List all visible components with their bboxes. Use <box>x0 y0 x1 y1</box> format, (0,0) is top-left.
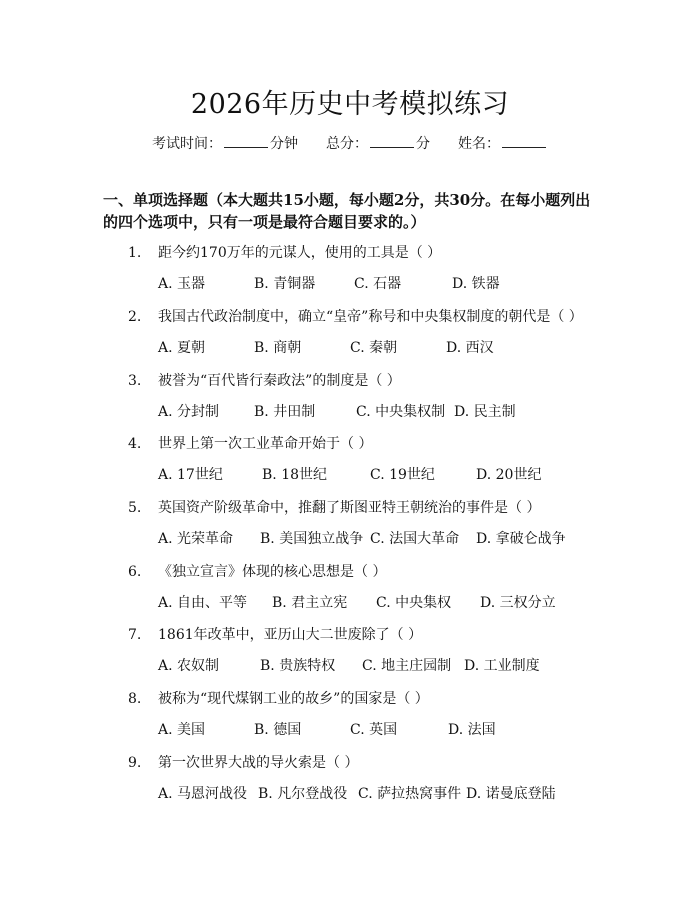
option-c[interactable]: C. 法国大革命 <box>370 531 460 547</box>
exam-meta <box>0 133 700 153</box>
name-label: 姓名： <box>458 136 500 152</box>
option-c[interactable]: C. 萨拉热窝事件 <box>358 786 462 802</box>
option-c[interactable]: C. 石器 <box>354 276 402 292</box>
option-a[interactable]: A. 光荣革命 <box>158 531 234 547</box>
option-c[interactable]: C. 19世纪 <box>370 467 435 483</box>
option-d[interactable]: D. 工业制度 <box>464 658 540 674</box>
score-field <box>326 133 430 153</box>
question-9 <box>128 754 358 772</box>
question-number: 2. <box>128 309 142 325</box>
score-blank[interactable] <box>370 135 414 148</box>
option-c[interactable]: C. 秦朝 <box>350 340 398 356</box>
option-d[interactable]: D. 西汉 <box>446 340 494 356</box>
question-text: 被誉为“百代皆行秦政法”的制度是（ ） <box>158 373 401 389</box>
question-1 <box>128 244 441 262</box>
option-b[interactable]: B. 凡尔登战役 <box>258 786 348 802</box>
option-a[interactable]: A. 马恩河战役 <box>158 786 248 802</box>
section-heading: 一、单项选择题（本大题共15小题，每小题2分，共30分。在每小题列出的四个选项中，只有一项是最符合题目要求的。） <box>103 191 591 231</box>
option-b[interactable]: B. 青铜器 <box>254 276 316 292</box>
option-b[interactable]: B. 德国 <box>254 722 302 738</box>
option-d[interactable]: D. 民主制 <box>454 404 516 420</box>
question-8 <box>128 690 429 708</box>
option-a[interactable]: A. 玉器 <box>158 276 206 292</box>
time-unit: 分钟 <box>270 136 298 152</box>
question-text: 第一次世界大战的导火索是（ ） <box>158 755 359 771</box>
question-2 <box>128 308 583 326</box>
question-number: 9. <box>128 755 142 771</box>
option-b[interactable]: B. 井田制 <box>254 404 316 420</box>
option-a[interactable]: A. 分封制 <box>158 404 220 420</box>
time-label: 考试时间： <box>152 136 222 152</box>
question-7 <box>128 626 422 644</box>
option-b[interactable]: B. 商朝 <box>254 340 302 356</box>
option-b[interactable]: B. 君主立宪 <box>272 595 348 611</box>
option-b[interactable]: B. 美国独立战争 <box>260 531 364 547</box>
option-c[interactable]: C. 中央集权制 <box>356 404 446 420</box>
question-5 <box>128 499 540 517</box>
option-b[interactable]: B. 贵族特权 <box>260 658 336 674</box>
name-field <box>458 133 548 153</box>
option-d[interactable]: D. 三权分立 <box>480 595 556 611</box>
question-text: 世界上第一次工业革命开始于（ ） <box>158 436 373 452</box>
question-number: 4. <box>128 436 142 452</box>
name-blank[interactable] <box>502 135 546 148</box>
question-6 <box>128 563 386 581</box>
question-text: 1861年改革中，亚历山大二世废除了（ ） <box>158 627 423 643</box>
question-text: 被称为“现代煤钢工业的故乡”的国家是（ ） <box>158 691 429 707</box>
question-text: 《独立宣言》体现的核心思想是（ ） <box>158 564 387 580</box>
option-d[interactable]: D. 20世纪 <box>476 467 542 483</box>
option-a[interactable]: A. 美国 <box>158 722 206 738</box>
option-a[interactable]: A. 夏朝 <box>158 340 206 356</box>
option-a[interactable]: A. 自由、平等 <box>158 595 248 611</box>
page-title: 2026年历史中考模拟练习 <box>190 89 510 120</box>
question-number: 5. <box>128 500 142 516</box>
time-blank[interactable] <box>224 135 268 148</box>
score-unit: 分 <box>416 136 430 152</box>
option-c[interactable]: C. 地主庄园制 <box>362 658 452 674</box>
question-text: 距今约170万年的元谋人，使用的工具是（ ） <box>158 245 442 261</box>
time-field <box>152 133 298 153</box>
question-3 <box>128 372 401 390</box>
option-d[interactable]: D. 诺曼底登陆 <box>466 786 556 802</box>
option-b[interactable]: B. 18世纪 <box>262 467 328 483</box>
option-a[interactable]: A. 17世纪 <box>158 467 223 483</box>
option-d[interactable]: D. 拿破仑战争 <box>476 531 566 547</box>
question-number: 7. <box>128 627 142 643</box>
option-c[interactable]: C. 英国 <box>350 722 398 738</box>
question-number: 8. <box>128 691 142 707</box>
question-number: 1. <box>128 245 142 261</box>
question-text: 英国资产阶级革命中，推翻了斯图亚特王朝统治的事件是（ ） <box>158 500 541 516</box>
score-label: 总分： <box>326 136 368 152</box>
question-4 <box>128 435 372 453</box>
question-text: 我国古代政治制度中，确立“皇帝”称号和中央集权制度的朝代是（ ） <box>158 309 583 325</box>
option-a[interactable]: A. 农奴制 <box>158 658 220 674</box>
question-number: 3. <box>128 373 142 389</box>
option-c[interactable]: C. 中央集权 <box>376 595 452 611</box>
option-d[interactable]: D. 铁器 <box>452 276 500 292</box>
question-number: 6. <box>128 564 142 580</box>
option-d[interactable]: D. 法国 <box>448 722 496 738</box>
